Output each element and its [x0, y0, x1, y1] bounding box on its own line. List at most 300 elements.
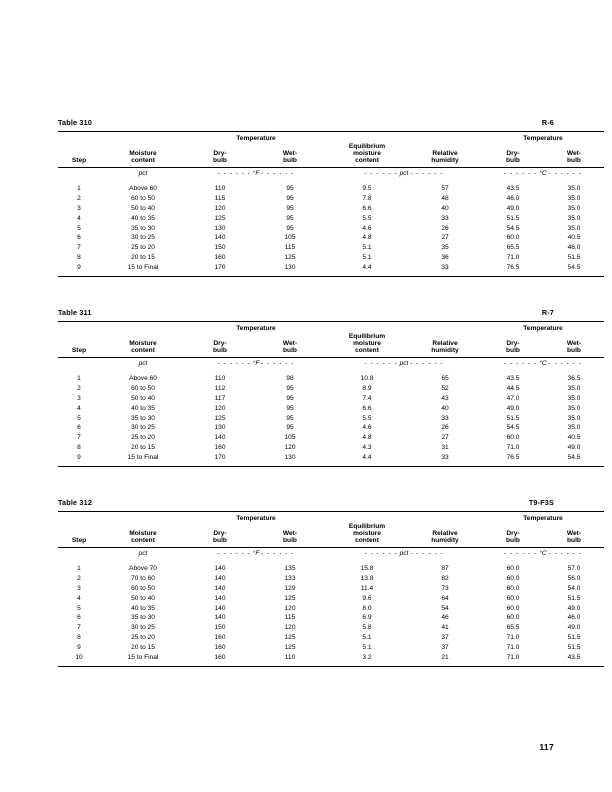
units-temperature-fahrenheit-symbol: °F: [252, 359, 260, 367]
cell-step: 5: [77, 604, 81, 612]
cell-step: 6: [77, 614, 81, 622]
cell-relative-humidity: 33: [441, 453, 449, 461]
table-row: [58, 404, 604, 414]
cell-equilibrium-moisture-content: 4.6: [362, 424, 372, 432]
cell-wet-bulb-fahrenheit: 130: [284, 453, 296, 461]
header-relative-humidity-line-1: Relative: [432, 339, 458, 347]
header-step: [58, 333, 100, 357]
units-temperature-celsius-dash-left: - - - - - -: [504, 549, 538, 557]
header-wet-bulb-celsius-line-2: bulb: [567, 536, 581, 544]
cell-step: 2: [77, 575, 81, 583]
cell-equilibrium-moisture-content: 15.8: [360, 565, 374, 573]
header-equilibrium-moisture-content-line-3: content: [355, 156, 379, 164]
column-header-row: [58, 523, 604, 547]
header-dry-bulb-fahrenheit-line-2: bulb: [213, 156, 227, 164]
cell-wet-bulb-fahrenheit: 120: [284, 624, 296, 632]
header-moisture-content-line-1: Moisture: [129, 339, 157, 347]
table-row: [58, 394, 604, 404]
cell-wet-bulb-fahrenheit: 95: [286, 404, 294, 412]
header-dry-bulb-fahrenheit-line-2: bulb: [213, 536, 227, 544]
header-equilibrium-moisture-content-line-3: content: [355, 536, 379, 544]
units-percent: [326, 358, 482, 371]
cell-moisture-content: 25 to 20: [131, 434, 155, 442]
cell-dry-bulb-celsius: 60.0: [506, 565, 520, 573]
cell-dry-bulb-celsius: 60.0: [506, 594, 520, 602]
cell-wet-bulb-fahrenheit: 125: [284, 633, 296, 641]
cell-step: 9: [77, 263, 81, 271]
cell-equilibrium-moisture-content: 4.6: [362, 224, 372, 232]
header-equilibrium-moisture-content: [326, 143, 408, 167]
column-header-row: [58, 333, 604, 357]
units-temperature-fahrenheit-dash-right: - - - - - -: [261, 169, 295, 177]
cell-dry-bulb-celsius: 46.0: [506, 195, 520, 203]
table-row: [58, 643, 604, 653]
cell-step: 6: [77, 424, 81, 432]
header-dry-bulb-celsius-line-2: bulb: [506, 536, 520, 544]
table-row: [58, 604, 604, 614]
cell-dry-bulb-celsius: 60.0: [506, 575, 520, 583]
table-row: [58, 453, 604, 463]
cell-wet-bulb-fahrenheit: 95: [286, 214, 294, 222]
header-relative-humidity: [408, 523, 482, 547]
cell-dry-bulb-fahrenheit: 120: [214, 204, 226, 212]
header-wet-bulb-fahrenheit-line-2: bulb: [283, 346, 297, 354]
cell-dry-bulb-celsius: 60.0: [506, 614, 520, 622]
header-dry-bulb-celsius-line-2: bulb: [506, 156, 520, 164]
cell-wet-bulb-celsius: 51.5: [567, 253, 581, 261]
header-dry-bulb-fahrenheit: [186, 333, 254, 357]
group-header-temperature-fahrenheit: Temperature: [236, 515, 276, 522]
units-temperature-celsius: [482, 548, 604, 561]
cell-wet-bulb-fahrenheit: 135: [284, 565, 296, 573]
header-wet-bulb-celsius-line-1: Wet-: [566, 529, 582, 537]
cell-dry-bulb-fahrenheit: 150: [214, 624, 226, 632]
units-row: [58, 168, 604, 181]
table-bottom-rule: [58, 276, 604, 277]
header-relative-humidity-line-1: Relative: [432, 149, 458, 157]
header-moisture-content-line-1: Moisture: [129, 149, 157, 157]
cell-moisture-content: 70 to 60: [131, 575, 155, 583]
cell-wet-bulb-fahrenheit: 95: [286, 204, 294, 212]
cell-wet-bulb-fahrenheit: 130: [284, 263, 296, 271]
cell-moisture-content: 60 to 50: [131, 584, 155, 592]
kiln-schedule-table: [58, 321, 604, 467]
cell-wet-bulb-fahrenheit: 105: [284, 234, 296, 242]
cell-dry-bulb-celsius: 60.0: [506, 434, 520, 442]
cell-step: 4: [77, 214, 81, 222]
header-dry-bulb-celsius: [482, 143, 544, 167]
units-percent-dash-left: - - - - - -: [364, 359, 398, 367]
cell-wet-bulb-fahrenheit: 95: [286, 385, 294, 393]
cell-wet-bulb-fahrenheit: 120: [284, 443, 296, 451]
header-equilibrium-moisture-content-line-1: Equilibrium: [348, 522, 386, 530]
cell-dry-bulb-celsius: 71.0: [506, 253, 520, 261]
cell-relative-humidity: 26: [441, 424, 449, 432]
units-temperature-fahrenheit-dash-right: - - - - - -: [261, 359, 295, 367]
cell-relative-humidity: 27: [441, 434, 449, 442]
table-row: [58, 263, 604, 273]
cell-step: 9: [77, 643, 81, 651]
cell-dry-bulb-fahrenheit: 130: [214, 224, 226, 232]
header-dry-bulb-fahrenheit-line-2: bulb: [213, 346, 227, 354]
table-row: [58, 633, 604, 643]
column-header-row: [58, 143, 604, 167]
cell-step: 1: [77, 185, 81, 193]
cell-equilibrium-moisture-content: 6.6: [362, 404, 372, 412]
cell-dry-bulb-fahrenheit: 160: [214, 643, 226, 651]
group-header-row: [58, 132, 604, 143]
group-header-temperature-celsius: Temperature: [523, 325, 563, 332]
table-row: [58, 614, 604, 624]
table-row: [58, 253, 604, 263]
cell-relative-humidity: 37: [441, 643, 449, 651]
cell-wet-bulb-celsius: 35.0: [567, 214, 581, 222]
header-dry-bulb-fahrenheit-line-1: Dry-: [213, 149, 227, 157]
group-header-temperature-fahrenheit: Temperature: [236, 325, 276, 332]
cell-wet-bulb-celsius: 57.0: [567, 565, 581, 573]
cell-relative-humidity: 41: [441, 624, 449, 632]
table-caption: [58, 308, 554, 321]
cell-dry-bulb-fahrenheit: 170: [214, 263, 226, 271]
header-equilibrium-moisture-content: [326, 523, 408, 547]
cell-dry-bulb-celsius: 44.5: [506, 385, 520, 393]
cell-relative-humidity: 82: [441, 575, 449, 583]
cell-step: 3: [77, 204, 81, 212]
cell-moisture-content: 15 to Final: [127, 263, 159, 271]
cell-wet-bulb-fahrenheit: 95: [286, 185, 294, 193]
cell-moisture-content: 50 to 40: [131, 394, 155, 402]
cell-wet-bulb-celsius: 43.5: [567, 653, 581, 661]
table-row: [58, 575, 604, 585]
cell-equilibrium-moisture-content: 4.8: [362, 234, 372, 242]
header-wet-bulb-fahrenheit-line-1: Wet-: [282, 529, 298, 537]
cell-dry-bulb-fahrenheit: 160: [214, 443, 226, 451]
header-wet-bulb-fahrenheit-line-2: bulb: [283, 156, 297, 164]
cell-relative-humidity: 46: [441, 614, 449, 622]
header-equilibrium-moisture-content-line-2: moisture: [353, 149, 381, 157]
cell-wet-bulb-celsius: 51.5: [567, 633, 581, 641]
header-dry-bulb-celsius-line-1: Dry-: [506, 339, 520, 347]
units-step-blank: [58, 168, 100, 181]
cell-wet-bulb-celsius: 54.5: [567, 263, 581, 271]
cell-dry-bulb-celsius: 54.5: [506, 224, 520, 232]
cell-moisture-content: 15 to Final: [127, 653, 159, 661]
units-temperature-fahrenheit-symbol: °F: [252, 169, 260, 177]
cell-wet-bulb-celsius: 49.0: [567, 624, 581, 632]
cell-step: 6: [77, 234, 81, 242]
header-equilibrium-moisture-content-line-2: moisture: [353, 339, 381, 347]
table-row: [58, 185, 604, 195]
cell-relative-humidity: 40: [441, 404, 449, 412]
cell-relative-humidity: 48: [441, 195, 449, 203]
units-step-blank: [58, 548, 100, 561]
cell-dry-bulb-celsius: 60.0: [506, 604, 520, 612]
units-percent-symbol: pct: [399, 549, 409, 557]
header-wet-bulb-fahrenheit: [254, 333, 326, 357]
cell-wet-bulb-celsius: 49.0: [567, 604, 581, 612]
cell-dry-bulb-celsius: 76.5: [506, 453, 520, 461]
cell-step: 3: [77, 584, 81, 592]
cell-wet-bulb-celsius: 56.0: [567, 575, 581, 583]
group-header-spacer-2: [326, 512, 482, 523]
cell-dry-bulb-celsius: 51.5: [506, 214, 520, 222]
header-dry-bulb-celsius-line-1: Dry-: [506, 529, 520, 537]
units-temperature-celsius-dash-left: - - - - - -: [504, 169, 538, 177]
table-schedule-code: R-6: [541, 118, 554, 127]
header-relative-humidity-line-2: humidity: [431, 346, 459, 354]
table-row: [58, 385, 604, 395]
units-temperature-celsius-dash-right: - - - - - -: [548, 549, 582, 557]
units-moisture-content: pct: [138, 169, 148, 177]
cell-relative-humidity: 64: [441, 594, 449, 602]
cell-moisture-content: 35 to 30: [131, 414, 155, 422]
cell-wet-bulb-celsius: 36.5: [567, 375, 581, 383]
cell-dry-bulb-fahrenheit: 170: [214, 453, 226, 461]
cell-relative-humidity: 27: [441, 234, 449, 242]
cell-dry-bulb-fahrenheit: 115: [214, 195, 226, 203]
header-wet-bulb-fahrenheit-line-1: Wet-: [282, 339, 298, 347]
units-moisture-content: pct: [138, 359, 148, 367]
cell-moisture-content: 60 to 50: [131, 195, 155, 203]
cell-equilibrium-moisture-content: 4.4: [362, 263, 372, 271]
cell-relative-humidity: 37: [441, 633, 449, 641]
cell-equilibrium-moisture-content: 4.4: [362, 453, 372, 461]
cell-moisture-content: Above 60: [129, 185, 157, 193]
header-equilibrium-moisture-content-line-2: moisture: [353, 529, 381, 537]
table-row: [58, 653, 604, 663]
cell-moisture-content: 20 to 15: [131, 443, 155, 451]
cell-wet-bulb-fahrenheit: 133: [284, 575, 296, 583]
cell-wet-bulb-celsius: 54.5: [567, 453, 581, 461]
cell-wet-bulb-fahrenheit: 95: [286, 195, 294, 203]
cell-dry-bulb-fahrenheit: 160: [214, 633, 226, 641]
units-temperature-fahrenheit-dash-left: - - - - - -: [217, 359, 251, 367]
cell-wet-bulb-celsius: 46.0: [567, 614, 581, 622]
cell-relative-humidity: 87: [441, 565, 449, 573]
header-moisture-content: [100, 143, 186, 167]
table-schedule-code: T9-F3S: [528, 498, 554, 507]
cell-step: 7: [77, 244, 81, 252]
group-header-temperature-celsius: Temperature: [523, 135, 563, 142]
cell-relative-humidity: 65: [441, 375, 449, 383]
table-row: [58, 234, 604, 244]
cell-dry-bulb-fahrenheit: 140: [214, 604, 226, 612]
cell-dry-bulb-fahrenheit: 160: [214, 653, 226, 661]
cell-wet-bulb-celsius: 51.5: [567, 594, 581, 602]
table-row: [58, 624, 604, 634]
cell-dry-bulb-celsius: 47.0: [506, 394, 520, 402]
cell-dry-bulb-celsius: 76.5: [506, 263, 520, 271]
units-temperature-celsius: [482, 358, 604, 371]
cell-equilibrium-moisture-content: 5.1: [362, 244, 372, 252]
table-schedule-code: R-7: [541, 308, 554, 317]
cell-relative-humidity: 36: [441, 253, 449, 261]
units-row: [58, 548, 604, 561]
units-temperature-celsius-symbol: °C: [539, 549, 547, 557]
cell-step: 2: [77, 195, 81, 203]
cell-dry-bulb-fahrenheit: 125: [214, 414, 226, 422]
cell-moisture-content: 20 to 15: [131, 253, 155, 261]
header-wet-bulb-celsius: [544, 333, 604, 357]
header-equilibrium-moisture-content-line-1: Equilibrium: [348, 332, 386, 340]
cell-dry-bulb-fahrenheit: 140: [214, 575, 226, 583]
group-header-temperature-celsius: Temperature: [523, 515, 563, 522]
cell-moisture-content: 25 to 20: [131, 633, 155, 641]
units-percent-dash-right: - - - - - -: [410, 359, 444, 367]
cell-dry-bulb-fahrenheit: 140: [214, 594, 226, 602]
units-temperature-celsius: [482, 168, 604, 181]
cell-relative-humidity: 40: [441, 204, 449, 212]
cell-wet-bulb-celsius: 35.0: [567, 224, 581, 232]
cell-dry-bulb-celsius: 71.0: [506, 633, 520, 641]
header-wet-bulb-fahrenheit: [254, 143, 326, 167]
cell-step: 8: [77, 633, 81, 641]
table-row: [58, 414, 604, 424]
cell-wet-bulb-celsius: 51.5: [567, 643, 581, 651]
cell-relative-humidity: 21: [441, 653, 449, 661]
units-row: [58, 358, 604, 371]
cell-step: 3: [77, 394, 81, 402]
cell-relative-humidity: 43: [441, 394, 449, 402]
header-wet-bulb-celsius-line-2: bulb: [567, 156, 581, 164]
cell-equilibrium-moisture-content: 3.2: [362, 653, 372, 661]
cell-equilibrium-moisture-content: 5.5: [362, 214, 372, 222]
cell-wet-bulb-celsius: 46.0: [567, 244, 581, 252]
units-temperature-fahrenheit-dash-right: - - - - - -: [261, 549, 295, 557]
cell-equilibrium-moisture-content: 9.5: [362, 185, 372, 193]
kiln-schedule-table: [58, 131, 604, 277]
header-step: [58, 523, 100, 547]
cell-step: 1: [77, 375, 81, 383]
cell-dry-bulb-fahrenheit: 160: [214, 253, 226, 261]
cell-moisture-content: 25 to 20: [131, 244, 155, 252]
cell-dry-bulb-celsius: 60.0: [506, 234, 520, 242]
cell-moisture-content: 50 to 40: [131, 594, 155, 602]
group-header-spacer: [58, 322, 186, 333]
cell-wet-bulb-celsius: 40.5: [567, 234, 581, 242]
header-moisture-content-line-1: Moisture: [129, 529, 157, 537]
cell-equilibrium-moisture-content: 4.8: [362, 434, 372, 442]
cell-equilibrium-moisture-content: 9.6: [362, 594, 372, 602]
header-wet-bulb-celsius: [544, 523, 604, 547]
cell-dry-bulb-celsius: 49.0: [506, 204, 520, 212]
cell-wet-bulb-fahrenheit: 115: [284, 614, 296, 622]
units-temperature-fahrenheit: [186, 548, 326, 561]
cell-equilibrium-moisture-content: 8.0: [362, 604, 372, 612]
cell-equilibrium-moisture-content: 5.5: [362, 414, 372, 422]
header-relative-humidity: [408, 333, 482, 357]
header-wet-bulb-fahrenheit-line-1: Wet-: [282, 149, 298, 157]
cell-moisture-content: 30 to 25: [131, 424, 155, 432]
cell-dry-bulb-celsius: 65.5: [506, 244, 520, 252]
header-wet-bulb-fahrenheit: [254, 523, 326, 547]
table-bottom-rule: [58, 666, 604, 667]
cell-wet-bulb-fahrenheit: 105: [284, 434, 296, 442]
cell-step: 7: [77, 434, 81, 442]
cell-equilibrium-moisture-content: 6.9: [362, 614, 372, 622]
cell-wet-bulb-fahrenheit: 125: [284, 253, 296, 261]
cell-dry-bulb-fahrenheit: 112: [214, 385, 226, 393]
cell-dry-bulb-fahrenheit: 110: [214, 375, 226, 383]
cell-wet-bulb-fahrenheit: 95: [286, 414, 294, 422]
header-equilibrium-moisture-content-line-3: content: [355, 346, 379, 354]
cell-dry-bulb-fahrenheit: 140: [214, 584, 226, 592]
cell-wet-bulb-celsius: 40.5: [567, 434, 581, 442]
cell-wet-bulb-fahrenheit: 125: [284, 594, 296, 602]
header-wet-bulb-celsius-line-1: Wet-: [566, 149, 582, 157]
table-row: [58, 195, 604, 205]
units-temperature-fahrenheit-dash-left: - - - - - -: [217, 549, 251, 557]
units-percent: [326, 168, 482, 181]
header-step: [58, 143, 100, 167]
header-dry-bulb-celsius: [482, 523, 544, 547]
cell-moisture-content: 30 to 25: [131, 624, 155, 632]
cell-step: 8: [77, 253, 81, 261]
cell-moisture-content: 35 to 30: [131, 224, 155, 232]
units-temperature-fahrenheit: [186, 168, 326, 181]
group-header-spacer: [58, 512, 186, 523]
cell-step: 5: [77, 224, 81, 232]
cell-wet-bulb-celsius: 35.0: [567, 204, 581, 212]
header-dry-bulb-celsius: [482, 333, 544, 357]
group-header-spacer: [58, 132, 186, 143]
table-row: [58, 434, 604, 444]
header-equilibrium-moisture-content-line-1: Equilibrium: [348, 142, 386, 150]
cell-wet-bulb-celsius: 35.0: [567, 394, 581, 402]
cell-wet-bulb-fahrenheit: 129: [284, 584, 296, 592]
header-dry-bulb-fahrenheit: [186, 523, 254, 547]
cell-moisture-content: 15 to Final: [127, 453, 159, 461]
header-dry-bulb-fahrenheit-line-1: Dry-: [213, 529, 227, 537]
cell-relative-humidity: 33: [441, 414, 449, 422]
table-caption: [58, 118, 554, 131]
cell-moisture-content: 40 to 35: [131, 604, 155, 612]
cell-wet-bulb-celsius: 54.0: [567, 584, 581, 592]
header-moisture-content-line-2: content: [131, 536, 155, 544]
cell-dry-bulb-celsius: 54.5: [506, 424, 520, 432]
header-dry-bulb-fahrenheit-line-1: Dry-: [213, 339, 227, 347]
cell-dry-bulb-fahrenheit: 140: [214, 565, 226, 573]
cell-wet-bulb-celsius: 35.0: [567, 424, 581, 432]
cell-wet-bulb-fahrenheit: 115: [284, 244, 296, 252]
cell-dry-bulb-celsius: 65.5: [506, 624, 520, 632]
cell-moisture-content: 40 to 35: [131, 214, 155, 222]
cell-dry-bulb-celsius: 51.5: [506, 414, 520, 422]
group-header-spacer-2: [326, 322, 482, 333]
header-moisture-content-line-2: content: [131, 156, 155, 164]
page-number: 117: [539, 742, 554, 752]
cell-step: 4: [77, 404, 81, 412]
cell-dry-bulb-celsius: 60.0: [506, 584, 520, 592]
cell-moisture-content: 30 to 25: [131, 234, 155, 242]
cell-equilibrium-moisture-content: 10.8: [360, 375, 374, 383]
kiln-schedule-table: [58, 511, 604, 667]
cell-dry-bulb-fahrenheit: 140: [214, 234, 226, 242]
units-percent-dash-left: - - - - - -: [364, 169, 398, 177]
cell-equilibrium-moisture-content: 6.6: [362, 204, 372, 212]
units-temperature-celsius-dash-right: - - - - - -: [548, 169, 582, 177]
cell-wet-bulb-fahrenheit: 95: [286, 424, 294, 432]
header-step-line-1: Step: [71, 346, 87, 354]
cell-relative-humidity: 33: [441, 214, 449, 222]
units-temperature-celsius-dash-right: - - - - - -: [548, 359, 582, 367]
cell-wet-bulb-celsius: 35.0: [567, 195, 581, 203]
table-block-310: [58, 118, 582, 277]
cell-equilibrium-moisture-content: 11.4: [360, 584, 374, 592]
header-relative-humidity-line-2: humidity: [431, 156, 459, 164]
table-row: [58, 214, 604, 224]
header-wet-bulb-fahrenheit-line-2: bulb: [283, 536, 297, 544]
